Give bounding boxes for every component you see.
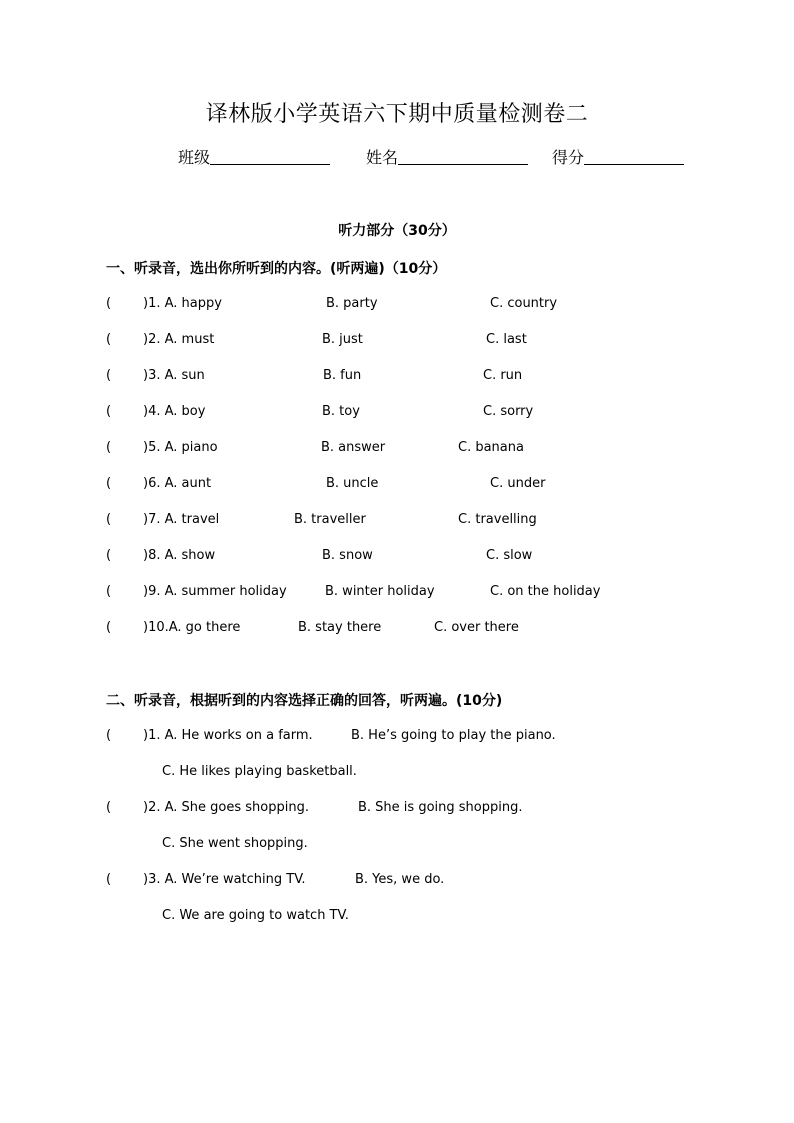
part1-q2-option-c: C. last bbox=[486, 332, 527, 347]
part1-q10-option-a: )10.A. go there bbox=[143, 620, 241, 635]
part2-q2-paren: ( bbox=[106, 800, 112, 815]
name-blank[interactable] bbox=[398, 148, 528, 165]
part1-q8-option-a: )8. A. show bbox=[143, 548, 216, 563]
part1-q9-paren: ( bbox=[106, 584, 112, 599]
part1-q3-option-b: B. fun bbox=[323, 368, 362, 383]
class-label: 班级 bbox=[178, 148, 211, 167]
part1-q1-option-c: C. country bbox=[490, 296, 558, 311]
part1-q3-paren: ( bbox=[106, 368, 112, 383]
part1-q6-option-c: C. under bbox=[490, 476, 546, 491]
part1-q4-option-a: )4. A. boy bbox=[143, 404, 206, 419]
part2-q2-option-a: )2. A. She goes shopping. bbox=[143, 800, 309, 815]
part1-q4-option-b: B. toy bbox=[322, 404, 360, 419]
name-field bbox=[366, 145, 528, 168]
part1-q1-option-b: B. party bbox=[326, 296, 378, 311]
part2-q3-paren: ( bbox=[106, 872, 112, 887]
page-title: 译林版小学英语六下期中质量检测卷二 bbox=[205, 102, 589, 127]
part1-q7-option-b: B. traveller bbox=[294, 512, 366, 527]
part1-q5-option-c: C. banana bbox=[458, 440, 524, 455]
part1-q1-option-a: )1. A. happy bbox=[143, 296, 222, 311]
part1-q6-option-a: )6. A. aunt bbox=[143, 476, 212, 491]
listening-section-title: 听力部分（30分） bbox=[338, 223, 456, 239]
part1-q9-option-c: C. on the holiday bbox=[490, 584, 601, 599]
part1-q6-option-b: B. uncle bbox=[326, 476, 379, 491]
part1-q2-option-a: )2. A. must bbox=[143, 332, 215, 347]
part1-q3-option-c: C. run bbox=[483, 368, 523, 383]
class-blank[interactable] bbox=[210, 148, 330, 165]
score-label: 得分 bbox=[552, 148, 585, 167]
part1-q7-paren: ( bbox=[106, 512, 112, 527]
part2-q2-option-c: C. She went shopping. bbox=[162, 836, 308, 851]
part1-q4-option-c: C. sorry bbox=[483, 404, 534, 419]
part1-q4-paren: ( bbox=[106, 404, 112, 419]
part2-q3-option-a: )3. A. We’re watching TV. bbox=[143, 872, 306, 887]
part1-q2-paren: ( bbox=[106, 332, 112, 347]
part1-q8-option-c: C. slow bbox=[486, 548, 533, 563]
part2-q3-option-c: C. We are going to watch TV. bbox=[162, 908, 349, 923]
part1-q1-paren: ( bbox=[106, 296, 112, 311]
part1-q8-paren: ( bbox=[106, 548, 112, 563]
part1-q9-option-a: )9. A. summer holiday bbox=[143, 584, 287, 599]
part1-q3-option-a: )3. A. sun bbox=[143, 368, 205, 383]
score-field bbox=[552, 145, 684, 168]
name-label: 姓名 bbox=[366, 148, 399, 167]
part1-q9-option-b: B. winter holiday bbox=[325, 584, 435, 599]
part2-heading: 二、听录音，根据听到的内容选择正确的回答，听两遍。(10分) bbox=[106, 693, 503, 709]
part1-q6-paren: ( bbox=[106, 476, 112, 491]
part1-q2-option-b: B. just bbox=[322, 332, 363, 347]
part1-q7-option-c: C. travelling bbox=[458, 512, 537, 527]
part2-q1-option-b: B. He’s going to play the piano. bbox=[351, 728, 556, 743]
part2-q1-option-a: )1. A. He works on a farm. bbox=[143, 728, 313, 743]
part1-q5-paren: ( bbox=[106, 440, 112, 455]
part1-q10-option-b: B. stay there bbox=[298, 620, 382, 635]
part1-q5-option-b: B. answer bbox=[321, 440, 386, 455]
class-field bbox=[178, 145, 330, 168]
part1-q5-option-a: )5. A. piano bbox=[143, 440, 218, 455]
part1-q10-option-c: C. over there bbox=[434, 620, 519, 635]
score-blank[interactable] bbox=[584, 148, 684, 165]
part1-q8-option-b: B. snow bbox=[322, 548, 373, 563]
part1-q10-paren: ( bbox=[106, 620, 112, 635]
part2-q1-option-c: C. He likes playing basketball. bbox=[162, 764, 357, 779]
part2-q1-paren: ( bbox=[106, 728, 112, 743]
part1-q7-option-a: )7. A. travel bbox=[143, 512, 220, 527]
part2-q3-option-b: B. Yes, we do. bbox=[355, 872, 445, 887]
part2-q2-option-b: B. She is going shopping. bbox=[358, 800, 523, 815]
part1-heading: 一、听录音，选出你所听到的内容。(听两遍)（10分） bbox=[106, 261, 447, 277]
